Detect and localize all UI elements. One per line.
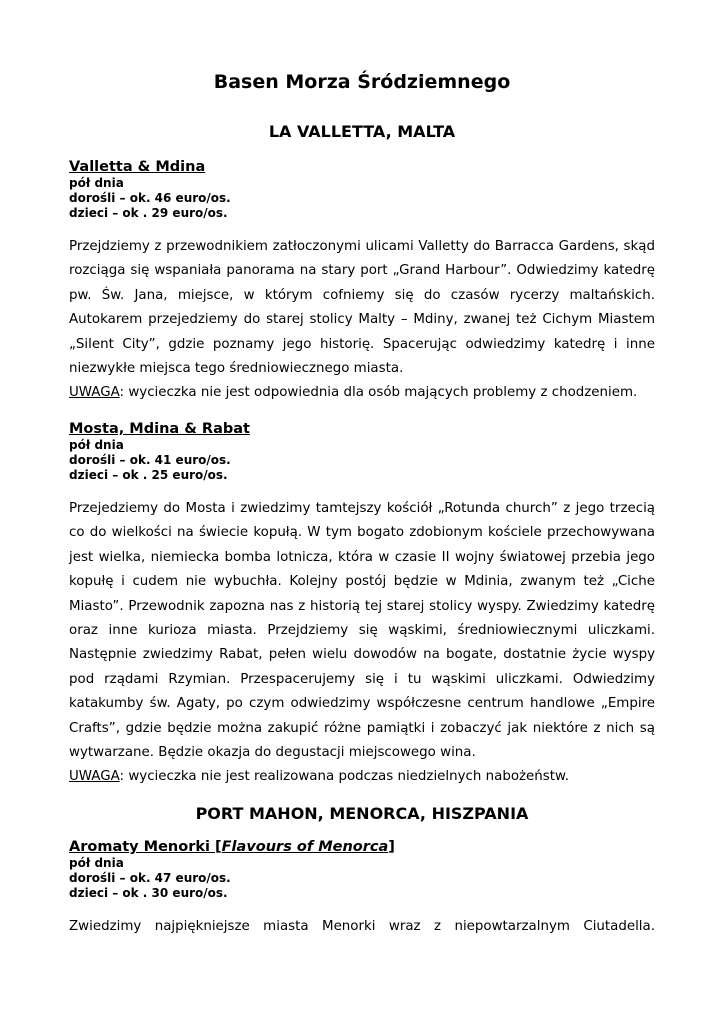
tour-price-children: dzieci – ok . 25 euro/os. [69,468,228,482]
document-title: Basen Morza Śródziemnego [213,71,511,93]
section-title-menorca: PORT MAHON, MENORCA, HISZPANIA [195,804,529,823]
tour-price-children: dzieci – ok . 30 euro/os. [69,886,228,900]
tour-flavours-of-menorca [69,838,655,939]
tour-price-adults: dorośli – ok. 46 euro/os. [69,191,231,205]
tour-price-adults: dorośli – ok. 47 euro/os. [69,871,231,885]
tour-duration: pół dnia [69,438,124,452]
note-label: UWAGA [69,385,120,401]
tour-description: Przejdziemy z przewodnikiem zatłoczonymi ulicami Valletty do Barracca Gardens, skąd rozciąga się wspaniała panorama na stary port „Grand Harbour”. Odwiedzimy katedrę pw. Św. Jana, miejsce, w którym cofniemy się do czasów rycerzy maltańskich. Autokarem przejedziemy do starej stolicy Malty – Mdiny, zwanej też Cichym Miastem „Silent City”, gdzie poznamy jego historię. Spacerując odwiedzimy katedrę i inne niezwykłe miejsca tego średniowiecznego miasta. [69,239,655,377]
tour-note [69,381,655,405]
tour-title-italic: Flavours of Menorca [221,839,389,855]
tour-note [69,765,655,789]
tour-price-children: dzieci – ok . 29 euro/os. [69,206,228,220]
tour-duration: pół dnia [69,176,124,190]
tour-duration: pół dnia [69,856,124,870]
tour-price-adults: dorośli – ok. 41 euro/os. [69,453,231,467]
tour-title-prefix: Aromaty Menorki [ [69,839,222,855]
tour-description: Przejedziemy do Mosta i zwiedzimy tamtejszy kościół „Rotunda church” z jego trzecią co do wielkości na świecie kopułą. W tym bogato zdobionym kościele przechowywana jest wielka, niemiecka bomba lotnicza, która w czasie II wojny światowej przebia jego kopułę i cudem nie wybuchła. Kolejny postój będzie w Mdinia, zwanym też „Ciche Miasto”. Przewodnik zapozna nas z historią tej starej stolicy wyspy. Zwiedzimy katedrę oraz inne kurioza miasta. Przejdziemy się wąskimi, średniowiecznymi uliczkami. Następnie zwiedzimy Rabat, pełen wielu dowodów na bogate, dostatnie życie wyspy pod rządami Rzymian. Przespacerujemy się i tu wąskimi uliczkami. Odwiedzimy katakumby św. Agaty, po czym odwiedzimy współczesne centrum handlowe „Empire Crafts”, gdzie będzie można zakupić różne pamiątki i zobaczyć jak niektóre z nich są wytwarzane. Będzie okazja do degustacji miejscowego wina. [69,501,655,761]
tour-title-suffix: ] [388,839,395,855]
note-text: : wycieczka nie jest realizowana podczas niedzielnych nabożeństw. [119,769,569,785]
tour-mosta-mdina-rabat [69,420,655,790]
note-label: UWAGA [69,769,120,785]
tour-valletta-mdina [69,158,655,406]
tour-title: Mosta, Mdina & Rabat [69,421,250,437]
note-text: : wycieczka nie jest odpowiednia dla osób mających problemy z chodzeniem. [119,385,638,401]
tour-title [69,838,655,856]
tour-title: Valletta & Mdina [69,159,206,175]
tour-description: Zwiedzimy najpiękniejsze miasta Menorki wraz z niepowtarzalnym Ciutadella. [69,919,655,934]
section-title-malta: LA VALLETTA, MALTA [268,122,456,141]
